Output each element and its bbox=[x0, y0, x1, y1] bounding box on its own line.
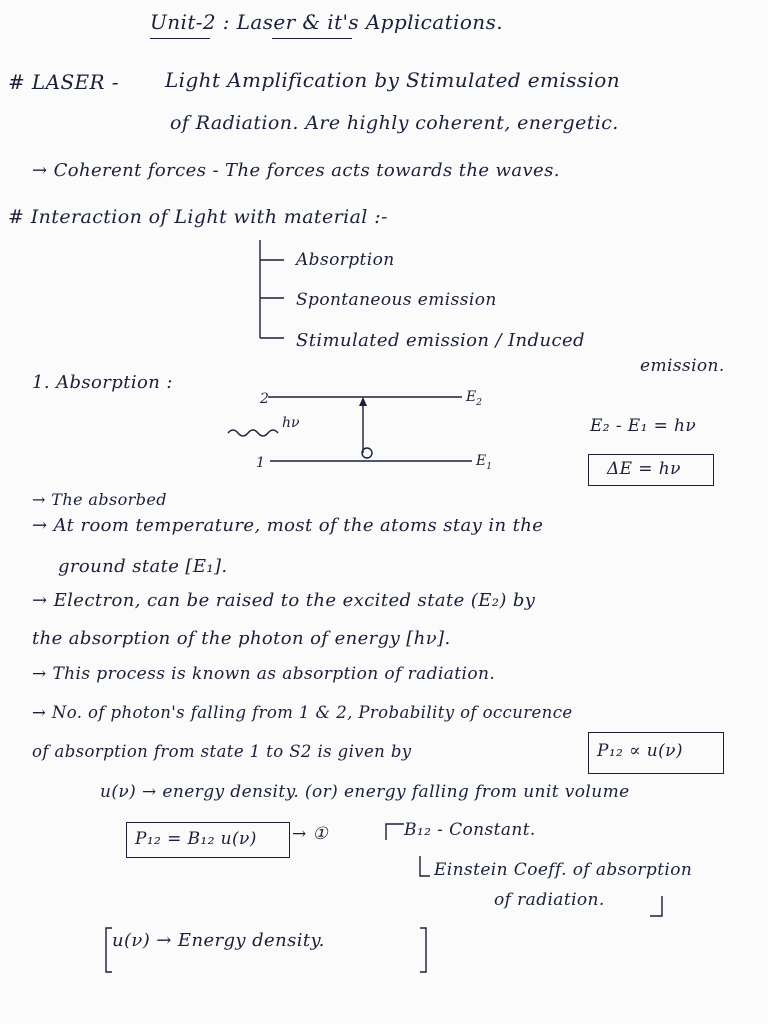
equation-box: P₁₂ = B₁₂ u(ν) bbox=[126, 822, 290, 858]
title-underline bbox=[272, 38, 352, 39]
tree-bracket bbox=[250, 238, 290, 348]
level-1-label: 1 bbox=[256, 455, 265, 471]
note-line: → The absorbed bbox=[32, 490, 167, 509]
level-2-label: 2 bbox=[260, 391, 269, 407]
energy-density-label: u(ν) → Energy density. bbox=[112, 930, 325, 951]
note-line: the absorption of the photon of energy [hν]. bbox=[32, 628, 451, 649]
note-line: of absorption from state 1 to S2 is given by bbox=[32, 742, 412, 761]
photon-energy-label: hν bbox=[282, 415, 300, 431]
laser-definition-line2: of Radiation. Are highly coherent, energetic. bbox=[170, 112, 619, 134]
title-underline bbox=[150, 38, 210, 39]
absorption-heading: 1. Absorption : bbox=[32, 372, 173, 393]
coefficient-label: Einstein Coeff. of absorption bbox=[434, 860, 693, 880]
boxed-equation: ΔE = hν bbox=[588, 454, 714, 486]
note-line: → Electron, can be raised to the excited state (E₂) by bbox=[32, 590, 536, 611]
arrowhead-icon bbox=[359, 397, 367, 406]
interaction-item: Stimulated emission / Induced bbox=[296, 330, 585, 351]
note-line: u(ν) → energy density. (or) energy falling from unit volume bbox=[100, 782, 630, 802]
note-line: ground state [E₁]. bbox=[58, 556, 228, 577]
note-line: → At room temperature, most of the atoms stay in the bbox=[32, 515, 544, 536]
coefficient-label: of radiation. bbox=[494, 890, 605, 910]
note-line: → No. of photon's falling from 1 & 2, Probability of occurence bbox=[32, 703, 573, 722]
e1-label: $E_1$ bbox=[476, 453, 492, 472]
laser-heading: # LASER - bbox=[8, 70, 119, 94]
energy-level-diagram bbox=[220, 385, 500, 475]
interaction-item: emission. bbox=[640, 356, 725, 376]
e2-label: $E_2$ bbox=[466, 389, 482, 408]
laser-definition-line1: Light Amplification by Stimulated emission bbox=[165, 68, 621, 92]
proportional-box: P₁₂ ∝ u(ν) bbox=[588, 732, 724, 774]
coherent-forces-note: → Coherent forces - The forces acts towards the waves. bbox=[32, 160, 560, 181]
interaction-item: Absorption bbox=[296, 250, 395, 270]
note-line: → This process is known as absorption of radiation. bbox=[32, 664, 496, 684]
energy-equation: E₂ - E₁ = hν bbox=[590, 416, 697, 436]
photon-wave bbox=[228, 430, 278, 436]
page-title: Unit-2 : Laser & it's Applications. bbox=[150, 10, 503, 34]
interaction-heading: # Interaction of Light with material :- bbox=[8, 206, 388, 228]
equation-number: → ① bbox=[292, 824, 329, 844]
interaction-item: Spontaneous emission bbox=[296, 290, 497, 310]
constant-label: B₁₂ - Constant. bbox=[404, 820, 536, 840]
